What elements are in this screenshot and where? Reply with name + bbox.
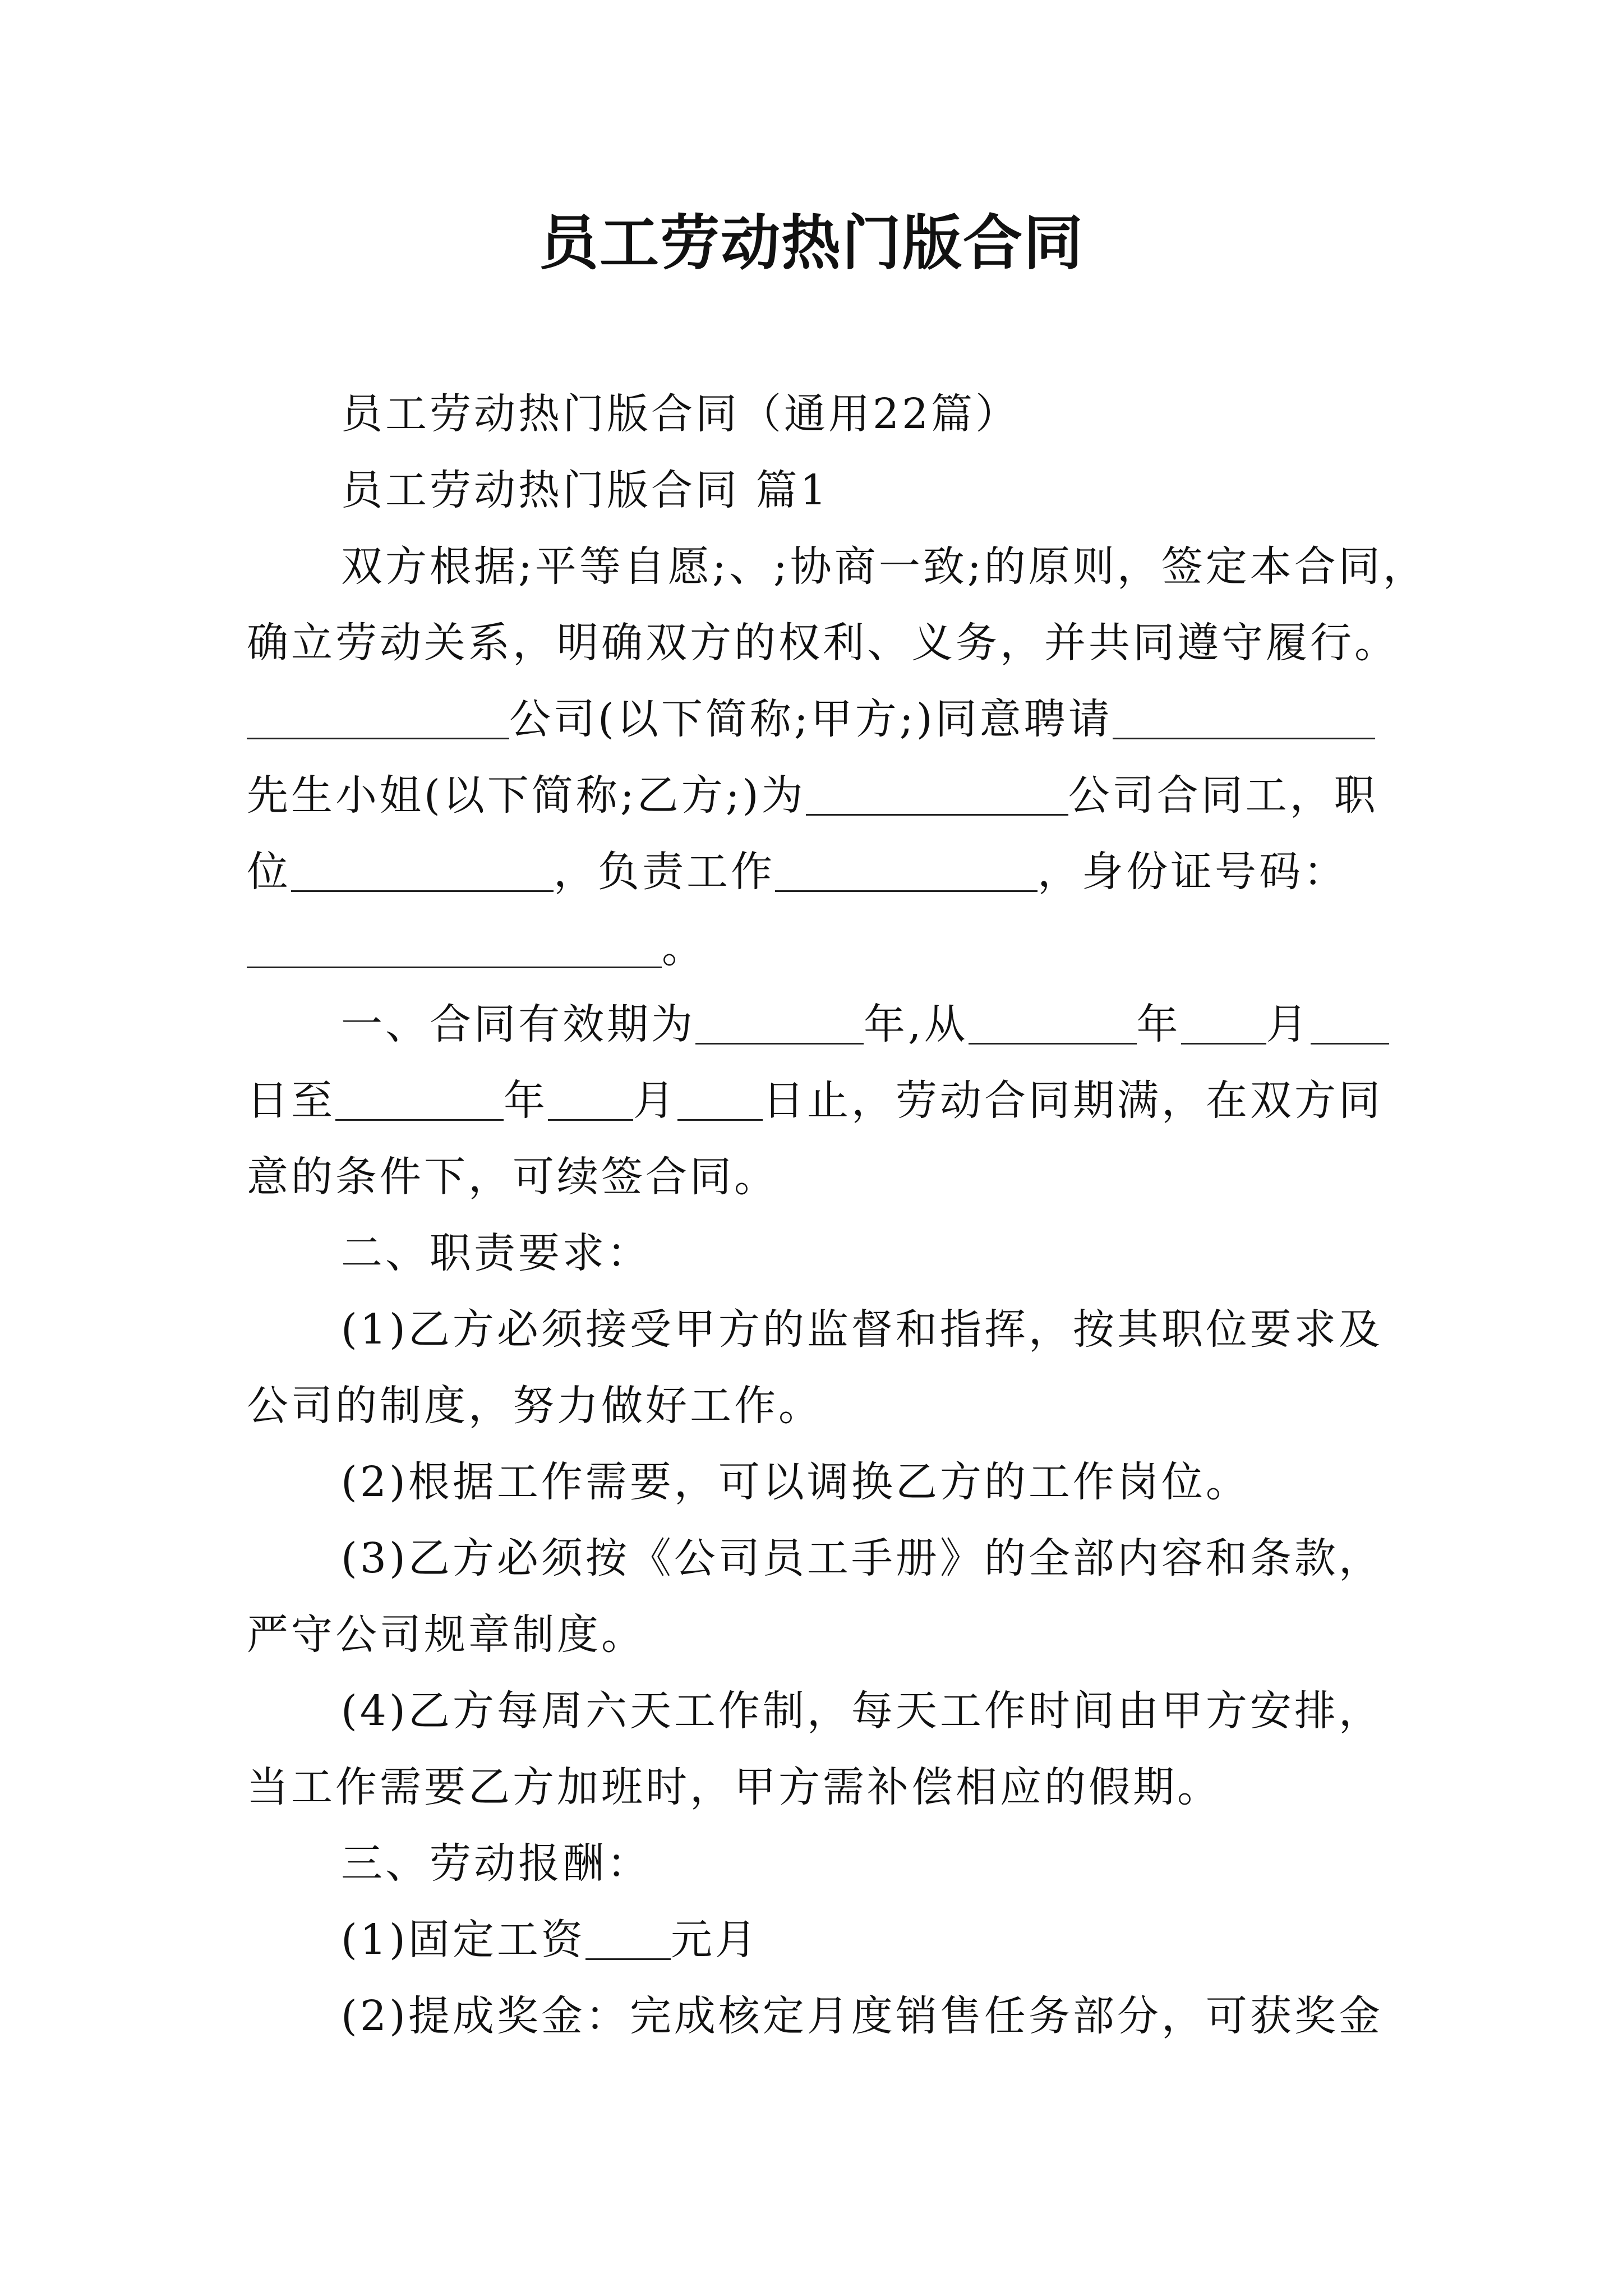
section-term-cont	[247, 1062, 1383, 1139]
paragraph-text: 。	[662, 924, 706, 972]
paragraph-text: 严守公司规章制度。	[247, 1611, 645, 1659]
paragraph-text: (2)根据工作需要，可以调换乙方的工作岗位。	[341, 1458, 1250, 1506]
paragraph-text: 年	[504, 1076, 548, 1125]
paragraph-text: (1)乙方必须接受甲方的监督和指挥，按其职位要求及	[341, 1305, 1383, 1354]
duty-item-4-cont	[247, 1749, 1380, 1825]
paragraph-text: 意的条件下，可续签合同。	[247, 1153, 778, 1201]
fill-blank-salary[interactable]	[585, 1917, 671, 1960]
section-term-cont	[247, 1139, 1380, 1215]
paragraph-principles-cont	[247, 605, 1399, 681]
paragraph-text: (3)乙方必须按《公司员工手册》的全部内容和条款，	[341, 1534, 1383, 1582]
paragraph-text: 一、合同有效期为	[341, 1000, 695, 1048]
paragraph-parties-cont	[247, 757, 1380, 834]
duty-item-3-cont	[247, 1596, 1380, 1673]
fill-blank-start-day[interactable]	[1311, 1001, 1389, 1045]
compensation-item-2	[247, 1978, 1383, 2054]
paragraph-text: 月	[1266, 1000, 1311, 1048]
paragraph-parties-cont	[247, 910, 1380, 986]
paragraph-text: 当工作需要乙方加班时，甲方需补偿相应的假期。	[247, 1763, 1221, 1811]
paragraph-text: ，身份证号码：	[1038, 848, 1348, 896]
paragraph-text: 公司(以下简称;甲方;)同意聘请	[509, 695, 1113, 743]
paragraph-text: 位	[247, 848, 291, 896]
paragraph-text: 双方根据;平等自愿;、;协商一致;的原则，签定本合同，	[341, 542, 1427, 591]
document-title: 员工劳动热门版合同	[539, 208, 1084, 278]
duty-item-1-cont	[247, 1368, 1380, 1444]
paragraph-text: 元月	[670, 1916, 759, 1964]
fill-blank-work[interactable]	[775, 849, 1038, 892]
fill-blank-end-month[interactable]	[548, 1078, 633, 1121]
duty-item-3	[247, 1520, 1383, 1596]
duty-item-4	[247, 1673, 1383, 1749]
section-heading-text: 二、职责要求：	[341, 1229, 651, 1277]
section-heading-text: 三、劳动报酬：	[341, 1839, 651, 1888]
paragraph-text: (1)固定工资	[341, 1916, 585, 1964]
duty-item-1	[247, 1291, 1383, 1368]
fill-blank-id-number[interactable]	[247, 925, 662, 968]
paragraph-text: 月	[633, 1076, 677, 1125]
fill-blank-end-year[interactable]	[335, 1078, 504, 1121]
doc-subtitle	[247, 376, 1380, 452]
paragraph-text: 确立劳动关系，明确双方的权利、义务，并共同遵守履行。	[247, 619, 1399, 667]
fill-blank-position[interactable]	[291, 849, 554, 892]
doc-subtitle-text: 员工劳动热门版合同（通用22篇）	[341, 390, 1020, 438]
fill-blank-years[interactable]	[695, 1001, 864, 1045]
paragraph-text: 先生小姐(以下简称;乙方;)为	[247, 771, 806, 820]
fill-blank-company[interactable]	[247, 696, 509, 739]
section-heading-duties	[247, 1215, 1380, 1291]
section-heading-compensation	[247, 1825, 1380, 1902]
paragraph-text: 年,从	[864, 1000, 969, 1048]
paragraph-parties-cont	[247, 834, 1380, 910]
fill-blank-start-year[interactable]	[969, 1001, 1137, 1045]
article-heading-text: 员工劳动热门版合同 篇1	[341, 466, 829, 514]
compensation-item-1	[247, 1902, 1380, 1978]
paragraph-text: 年	[1136, 1000, 1181, 1048]
paragraph-text: (2)提成奖金：完成核定月度销售任务部分，可获奖金	[341, 1992, 1383, 2040]
paragraph-text: (4)乙方每周六天工作制，每天工作时间由甲方安排，	[341, 1687, 1383, 1735]
paragraph-text: ，负责工作	[554, 848, 775, 896]
duty-item-2	[247, 1444, 1380, 1520]
paragraph-text: 日至	[247, 1076, 335, 1125]
fill-blank-end-day[interactable]	[677, 1078, 763, 1121]
fill-blank-company-2[interactable]	[806, 772, 1068, 816]
fill-blank-start-month[interactable]	[1181, 1001, 1266, 1045]
section-term	[247, 986, 1380, 1062]
paragraph-parties	[247, 681, 1380, 757]
paragraph-text: 公司的制度，努力做好工作。	[247, 1382, 823, 1430]
paragraph-principles	[247, 528, 1427, 605]
paragraph-text: 日止，劳动合同期满，在双方同	[763, 1076, 1383, 1125]
paragraph-text: 公司合同工，职	[1068, 771, 1378, 820]
fill-blank-employee-name[interactable]	[1113, 696, 1375, 739]
article-heading	[247, 452, 1380, 528]
